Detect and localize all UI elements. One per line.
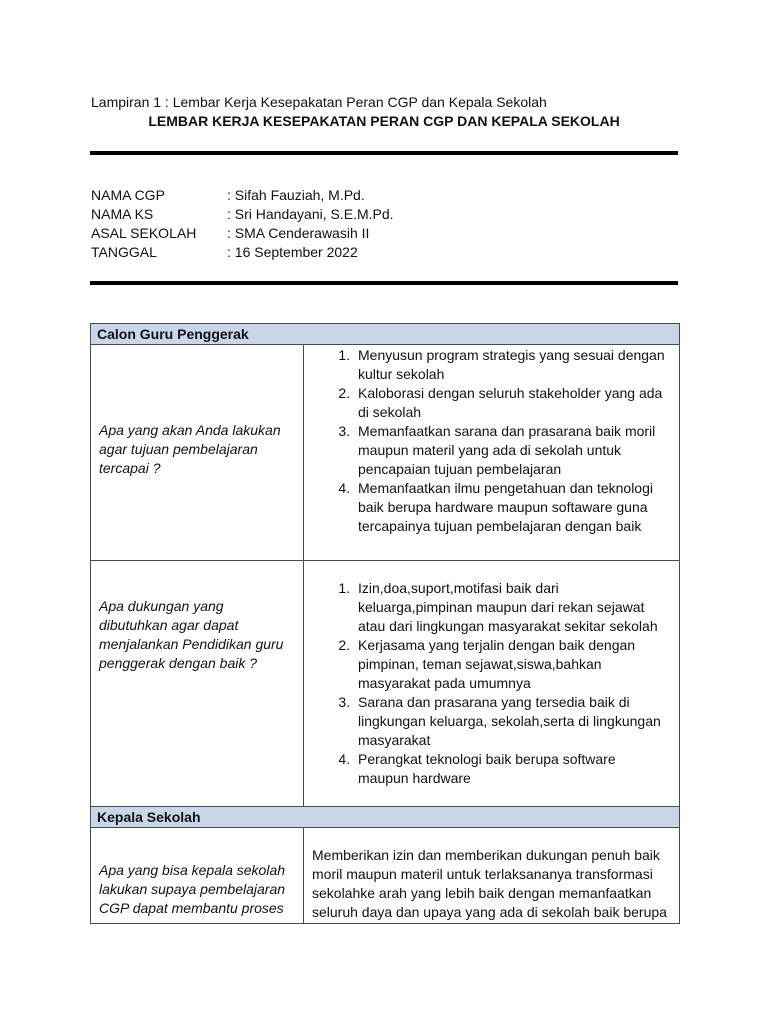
question-cell [91, 828, 304, 924]
list-item: 3. Sarana dan prasarana yang tersedia baik di lingkungan keluarga, sekolah,serta di lingkungan masyarakat [354, 693, 669, 750]
list-item: 3. Memanfaatkan sarana dan prasarana baik moril maupun materil yang ada di sekolah untuk pencapaian tujuan pembelajaran [354, 422, 669, 479]
answer-cell [304, 828, 680, 924]
info-value: : 16 September 2022 [227, 244, 358, 260]
answer-paragraph: Memberikan izin dan memberikan dukungan penuh baik moril maupun materil untuk terlaksananya transformasi sekolahke arah yang lebih baik dengan memanfaatkan seluruh daya dan upaya yang ada di sekolah baik berupa [312, 847, 667, 920]
list-item: 2. Kaloborasi dengan seluruh stakeholder yang ada di sekolah [354, 384, 669, 422]
agreement-table [90, 323, 680, 924]
list-item: 4. Perangkat teknologi baik berupa software maupun hardware [354, 750, 669, 788]
question-text: Apa yang akan Anda lakukan agar tujuan pembelajaran tercapai ? [99, 422, 281, 476]
list-item: 1. Izin,doa,suport,motifasi baik dari keluarga,pimpinan maupun dari rekan sejawat atau dari lingkungan masyarakat sekitar sekolah [354, 579, 669, 636]
section-row [91, 807, 680, 828]
answer-list [314, 346, 669, 536]
list-item: 4. Memanfaatkan ilmu pengetahuan dan teknologi baik berupa hardware maupun softaware guna tercapainya tujuan pembelajaran dengan baik [354, 479, 669, 536]
question-text: Apa yang bisa kepala sekolah lakukan supaya pembelajaran CGP dapat membantu proses [99, 862, 286, 916]
answer-list [314, 579, 669, 788]
top-divider [90, 151, 678, 155]
question-cell [91, 345, 304, 561]
list-item: 1. Menyusun program strategis yang sesuai dengan kultur sekolah [354, 346, 669, 384]
table-row [91, 345, 680, 561]
identity-block [91, 186, 394, 262]
info-value: : Sri Handayani, S.E.M.Pd. [227, 206, 394, 222]
question-text: Apa dukungan yang dibutuhkan agar dapat menjalankan Pendidikan guru penggerak dengan baik ? [99, 598, 284, 671]
info-label: NAMA CGP [91, 187, 165, 203]
answer-cell [304, 561, 680, 807]
answer-cell [304, 345, 680, 561]
info-row-cgp [91, 186, 394, 205]
question-cell [91, 561, 304, 807]
section-header-ks: Kepala Sekolah [91, 807, 680, 828]
section-header-cgp: Calon Guru Penggerak [91, 324, 680, 345]
info-row-ks [91, 205, 394, 224]
worksheet-title: LEMBAR KERJA KESEPAKATAN PERAN CGP DAN KEPALA SEKOLAH [148, 113, 620, 129]
info-row-date [91, 243, 394, 262]
list-item: 2. Kerjasama yang terjalin dengan baik dengan pimpinan, teman sejawat,siswa,bahkan masyarakat pada umumnya [354, 636, 669, 693]
attachment-title: Lampiran 1 : Lembar Kerja Kesepakatan Peran CGP dan Kepala Sekolah [91, 94, 547, 110]
info-label: NAMA KS [91, 206, 154, 222]
info-label: ASAL SEKOLAH [91, 225, 197, 241]
table-row [91, 561, 680, 807]
section-row [91, 324, 680, 345]
bottom-divider [90, 281, 678, 285]
info-label: TANGGAL [91, 244, 157, 260]
info-value: : Sifah Fauziah, M.Pd. [227, 187, 365, 203]
table-row [91, 828, 680, 924]
info-row-school [91, 224, 394, 243]
info-value: : SMA Cenderawasih II [227, 225, 370, 241]
